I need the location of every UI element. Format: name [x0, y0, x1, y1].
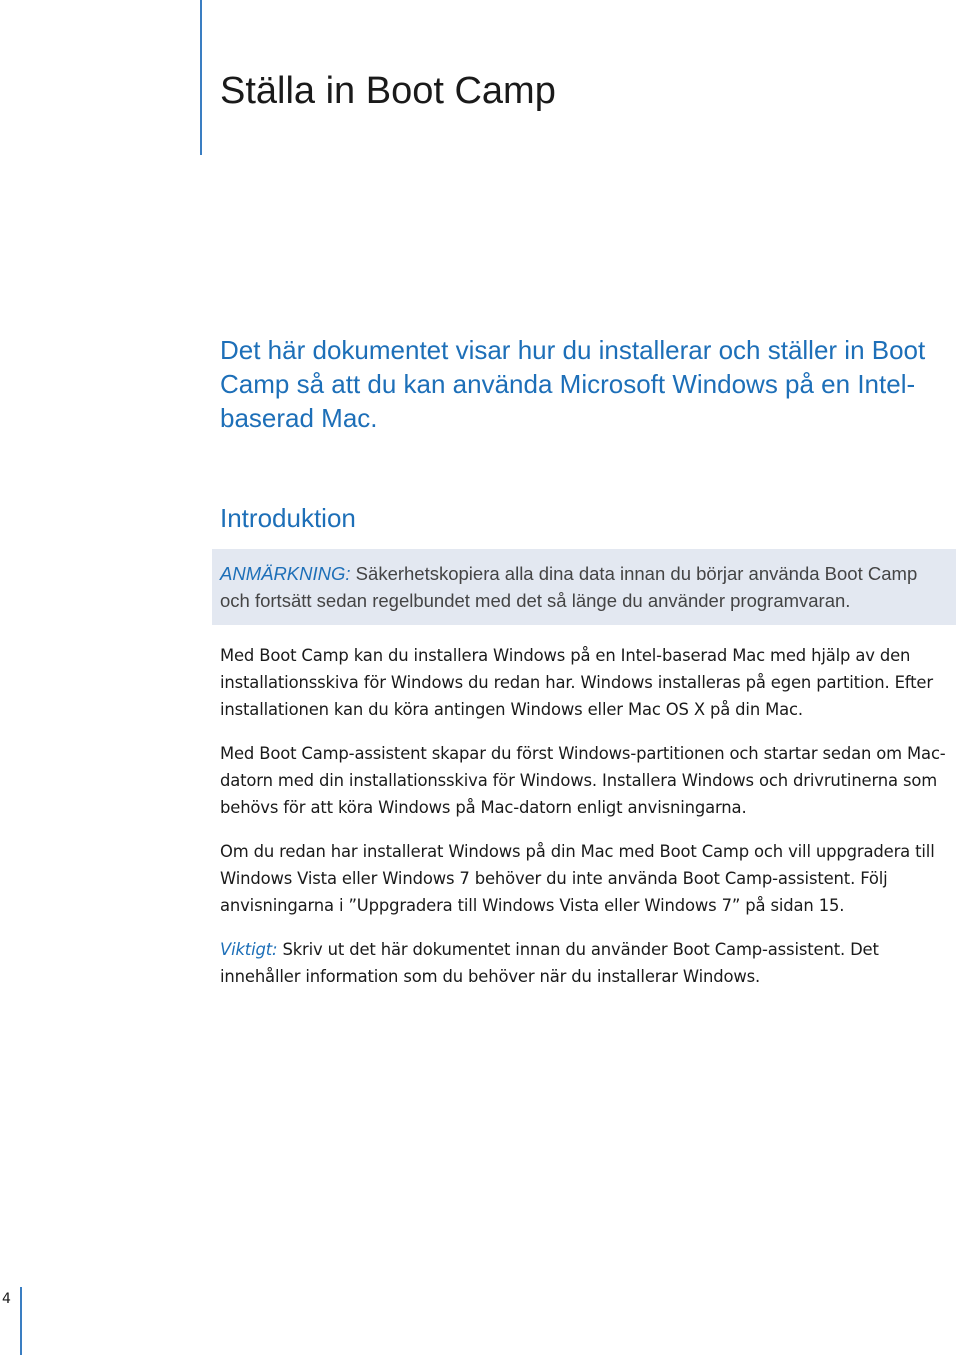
important-paragraph: [220, 936, 955, 990]
note-label: ANMÄRKNING:: [220, 563, 351, 584]
top-margin-rule: [200, 0, 202, 155]
paragraph-1: Med Boot Camp kan du installera Windows på en Intel-baserad Mac med hjälp av den installationsskiva för Windows du redan har. Windows installeras på egen partition. Efter installationen kan du köra antingen Windows eller Mac OS X på din Mac.: [220, 646, 933, 719]
page-title: Ställa in Boot Camp: [220, 70, 556, 112]
bottom-margin-rule: [20, 1287, 22, 1355]
intro-text: Det här dokumentet visar hur du installerar och ställer in Boot Camp så att du kan använda Microsoft Windows på en Intel-baserad Mac.: [220, 335, 926, 433]
important-text: Skriv ut det här dokumentet innan du använder Boot Camp-assistent. Det innehåller information som du behöver när du installerar Windows.: [220, 940, 879, 986]
section-heading-introduktion: Introduktion: [220, 503, 356, 533]
note-box: [212, 549, 956, 625]
paragraph-3: Om du redan har installerat Windows på din Mac med Boot Camp och vill uppgradera till Windows Vista eller Windows 7 behöver du inte använda Boot Camp-assistent. Följ anvisningarna i ”Uppgradera till Windows Vista eller Windows 7” på sidan 15.: [220, 842, 935, 915]
paragraph-2: Med Boot Camp-assistent skapar du först Windows-partitionen och startar sedan om Mac-datorn med din installationsskiva för Windows. Installera Windows och drivrutinerna som behövs för att köra Windows på Mac-datorn enligt anvisningarna.: [220, 744, 946, 817]
important-label: Viktigt:: [220, 940, 278, 959]
note-text: Säkerhetskopiera alla dina data innan du börjar använda Boot Camp och fortsätt sedan regelbundet med det så länge du använder programvaran.: [220, 563, 918, 611]
page-number: 4: [2, 1291, 11, 1307]
